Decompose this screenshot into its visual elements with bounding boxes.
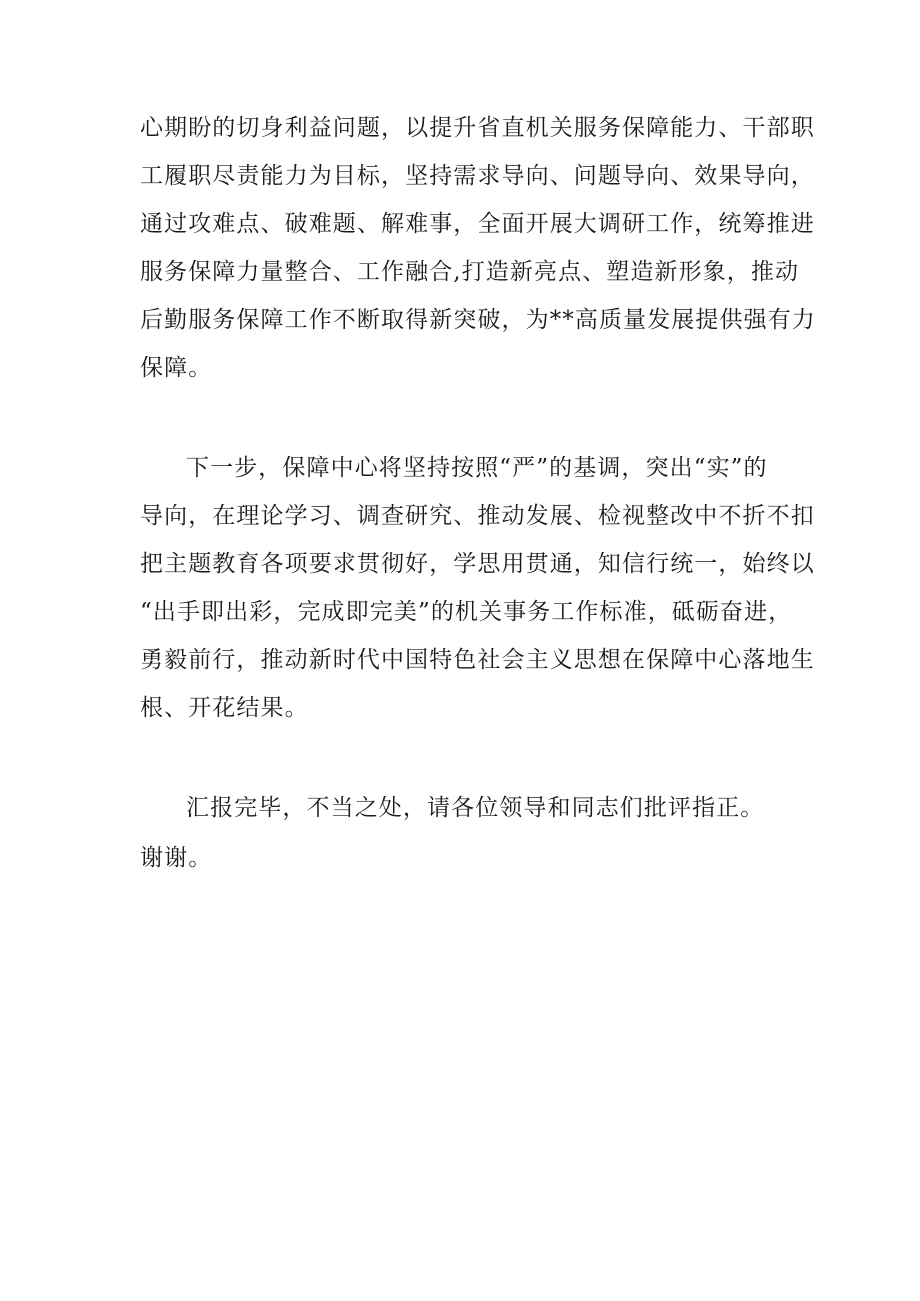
paragraph-2-line-6: 根、开花结果。 <box>140 695 309 721</box>
paragraph-1-line-3: 通过攻难点、破难题、解难事，全面开展大调研工作，统筹推进 <box>140 211 815 237</box>
paragraph-1-line-1: 心期盼的切身利益问题，以提升省直机关服务保障能力、干部职 <box>140 115 815 141</box>
paragraph-2-line-4: “出手即出彩，完成即完美”的机关事务工作标准，砥砺奋进， <box>140 599 793 625</box>
paragraph-2-line-1: 下一步，保障中心将坚持按照“严”的基调，突出“实”的 <box>186 455 768 481</box>
paragraph-1-line-5: 后勤服务保障工作不断取得新突破，为**高质量发展提供强有力 <box>140 307 816 333</box>
paragraph-2-line-2: 导向，在理论学习、调查研究、推动发展、检视整改中不折不扣 <box>140 503 815 529</box>
paragraph-1-line-6: 保障。 <box>140 355 213 381</box>
paragraph-2-line-3: 把主题教育各项要求贯彻好，学思用贯通，知信行统一，始终以 <box>140 551 815 577</box>
paragraph-1-line-2: 工履职尽责能力为目标，坚持需求导向、问题导向、效果导向， <box>140 163 815 189</box>
closing-thanks: 谢谢。 <box>140 845 213 871</box>
paragraph-2-line-5: 勇毅前行，推动新时代中国特色社会主义思想在保障中心落地生 <box>140 647 815 673</box>
paragraph-3-line-1: 汇报完毕，不当之处，请各位领导和同志们批评指正。 <box>186 795 765 821</box>
paragraph-1-line-4: 服务保障力量整合、工作融合,打造新亮点、塑造新形象，推动 <box>140 259 800 285</box>
